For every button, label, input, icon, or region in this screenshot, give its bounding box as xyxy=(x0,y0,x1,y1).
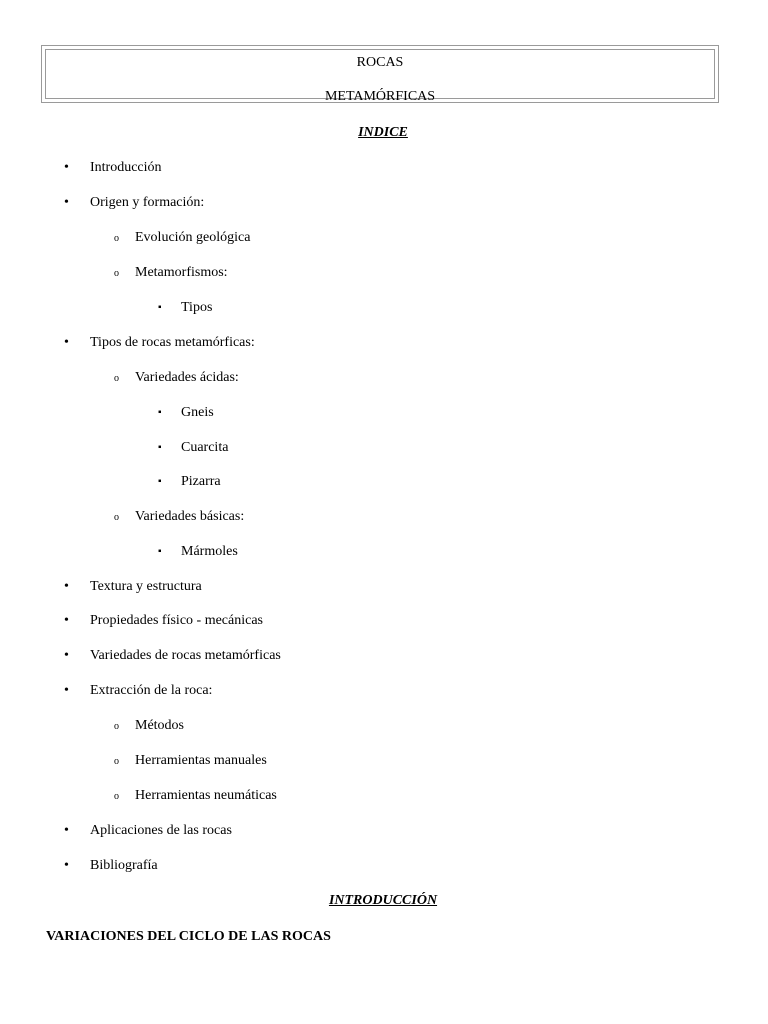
index-item: Pizarra xyxy=(181,474,221,489)
index-item: Métodos xyxy=(135,718,184,733)
bullet-level2: o xyxy=(114,791,119,802)
bullet-level1: • xyxy=(64,683,69,698)
index-item: Variedades básicas: xyxy=(135,509,245,524)
bullet-level2: o xyxy=(114,268,119,279)
bullet-level1: • xyxy=(64,579,69,594)
index-item: Propiedades físico - mecánicas xyxy=(90,613,263,628)
introduction-heading: INTRODUCCIÓN xyxy=(328,893,438,908)
bullet-level1: • xyxy=(64,858,69,873)
bullet-level2: o xyxy=(114,512,119,523)
bullet-level1: • xyxy=(64,823,69,838)
bullet-level1: • xyxy=(64,335,69,350)
index-item: Origen y formación: xyxy=(90,195,205,210)
index-item: Gneis xyxy=(181,405,214,420)
title-line-2: METAMÓRFICAS xyxy=(324,89,436,104)
index-item: Herramientas neumáticas xyxy=(135,788,277,803)
bullet-level3: ▪ xyxy=(158,407,162,418)
index-item: Evolución geológica xyxy=(135,230,251,245)
bullet-level2: o xyxy=(114,721,119,732)
section-title: VARIACIONES DEL CICLO DE LAS ROCAS xyxy=(46,929,331,944)
title-line-1: ROCAS xyxy=(356,55,404,70)
index-item: Extracción de la roca: xyxy=(90,683,213,698)
index-item: Mármoles xyxy=(181,544,238,559)
bullet-level3: ▪ xyxy=(158,442,162,453)
bullet-level3: ▪ xyxy=(158,476,162,487)
bullet-level3: ▪ xyxy=(158,302,162,313)
bullet-level1: • xyxy=(64,648,69,663)
index-item: Bibliografía xyxy=(90,858,158,873)
bullet-level2: o xyxy=(114,233,119,244)
bullet-level2: o xyxy=(114,756,119,767)
index-item: Cuarcita xyxy=(181,440,229,455)
index-item: Metamorfismos: xyxy=(135,265,228,280)
index-item: Introducción xyxy=(90,160,162,175)
index-item: Variedades ácidas: xyxy=(135,370,239,385)
bullet-level2: o xyxy=(114,373,119,384)
bullet-level1: • xyxy=(64,613,69,628)
bullet-level3: ▪ xyxy=(158,546,162,557)
title-box-inner-border xyxy=(45,49,715,104)
index-item: Herramientas manuales xyxy=(135,753,267,768)
index-item: Variedades de rocas metamórficas xyxy=(90,648,281,663)
index-item: Textura y estructura xyxy=(90,579,202,594)
bullet-level1: • xyxy=(64,195,69,210)
index-heading: INDICE xyxy=(358,125,408,140)
index-item: Tipos xyxy=(181,300,213,315)
bullet-level1: • xyxy=(64,160,69,175)
index-item: Tipos de rocas metamórficas: xyxy=(90,335,255,350)
index-item: Aplicaciones de las rocas xyxy=(90,823,232,838)
document-title-box xyxy=(41,45,719,103)
